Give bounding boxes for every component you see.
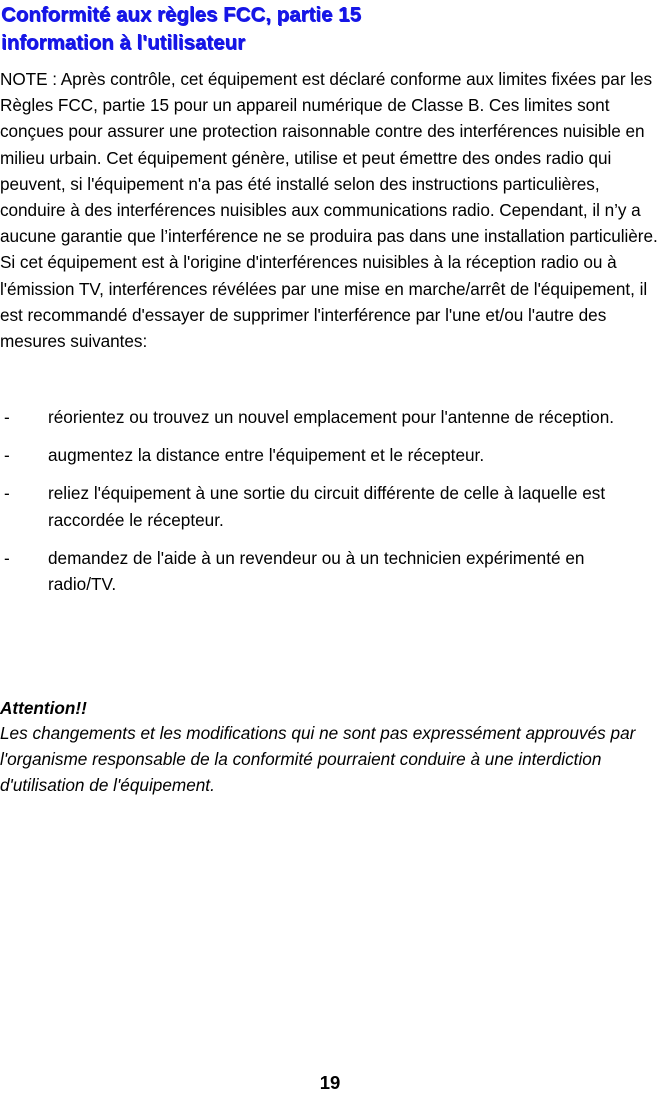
list-item <box>0 442 633 468</box>
list-item <box>0 480 633 532</box>
title-line-1: Conformité aux règles FCC, partie 15 <box>1 3 361 26</box>
list-dash: - <box>4 407 10 427</box>
page-number: 19 <box>319 1072 341 1093</box>
list-item-text: demandez de l'aide à un revendeur ou à un technicien expérimenté en radio/TV. <box>48 547 585 595</box>
list-item-text: réorientez ou trouvez un nouvel emplacement pour l'antenne de réception. <box>48 407 615 427</box>
fcc-note-paragraph: NOTE : Après contrôle, cet équipement est déclaré conforme aux limites fixées par les Règles FCC, partie 15 pour un appareil numérique de Classe B. Ces limites sont conçues pour assurer une protection raisonnable contre des interférences nuisible en milieu urbain. Cet équipement génère, utilise et peut émettre des ondes radio qui peuvent, si l'équipement n'a pas été installé selon des instructions particulières, conduire à des interférences nuisibles aux communications radio. Cependant, il n’y a aucune garantie que l’interférence ne se produira pas dans une installation particulière. Si cet équipement est à l'origine d'interférences nuisibles à la réception radio ou à l'émission TV, interférences révélées par une mise en marche/arrêt de l'équipement, il est recommandé d'essayer de supprimer l'interférence par l'une et/ou l'autre des mesures suivantes: <box>0 69 658 352</box>
list-item-text: reliez l'équipement à une sortie du circuit différente de celle à laquelle est raccordée le récepteur. <box>48 483 606 530</box>
list-dash: - <box>4 445 10 466</box>
attention-heading: Attention!! <box>0 698 87 718</box>
list-item <box>0 545 633 597</box>
list-dash: - <box>4 483 10 504</box>
attention-paragraph: Les changements et les modifications qui ne sont pas expressément approuvés par l'organisme responsable de la conformité pourraient conduire à une interdiction d'utilisation de l'équipement. <box>0 723 636 795</box>
measures-list <box>0 404 660 609</box>
title-line-2: information à l'utilisateur <box>1 31 246 54</box>
list-item-text: augmentez la distance entre l'équipement et le récepteur. <box>48 445 485 466</box>
list-dash: - <box>4 547 10 568</box>
list-item <box>0 404 633 430</box>
page-title <box>1 1 641 57</box>
